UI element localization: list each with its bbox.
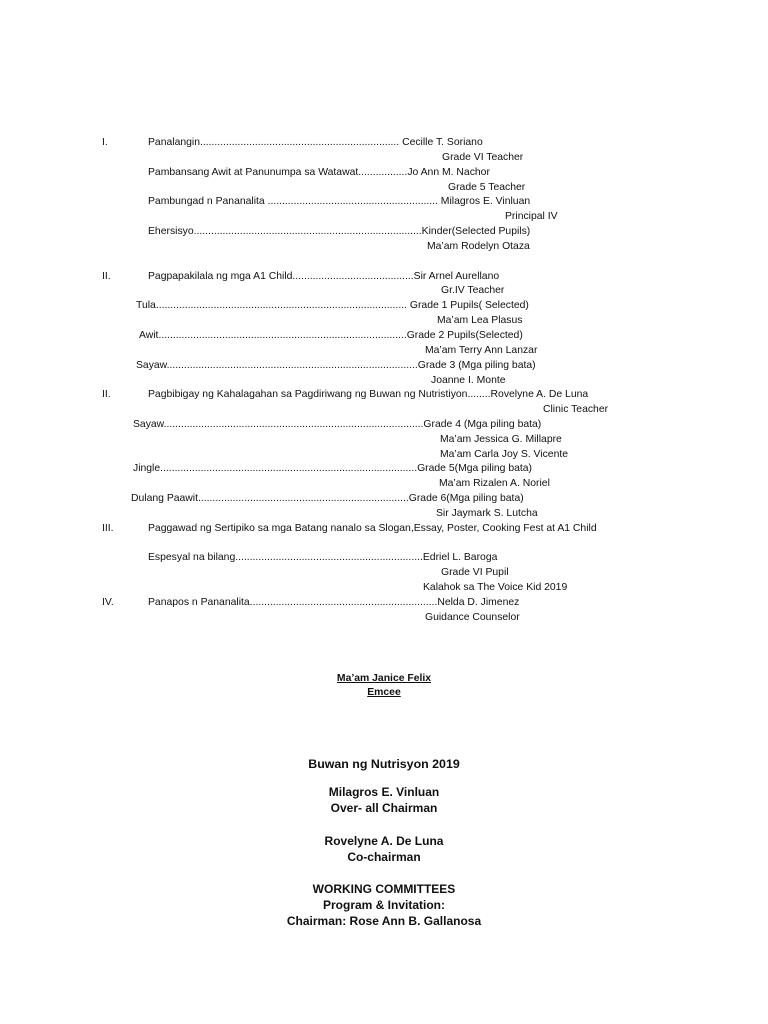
program-item: Pagbibigay ng Kahalagahan sa Pagdiriwang ng Buwan ng Nutristiyon........Rovelyne A. De Luna bbox=[148, 389, 589, 400]
emcee-role: Emcee bbox=[367, 687, 401, 698]
program-item: Espesyal na bilang.................................................................Edriel L. Baroga bbox=[148, 552, 498, 563]
program-item: Awit......................................................................................Grade 2 Pupils(Selected) bbox=[139, 330, 523, 341]
program-item: Sayaw.......................................................................................Grade 3 (Mga piling bata) bbox=[136, 360, 536, 371]
program-role: Grade VI Pupil bbox=[441, 567, 509, 578]
program-role: Grade VI Teacher bbox=[442, 152, 524, 163]
cochairman-role: Co-chairman bbox=[347, 850, 421, 864]
program-role: Guidance Counselor bbox=[425, 612, 520, 623]
program-role: Ma’am Rizalen A. Noriel bbox=[439, 478, 550, 489]
chairman-role: Over- all Chairman bbox=[330, 801, 438, 815]
program-role: Ma’am Lea Plasus bbox=[437, 315, 523, 326]
program-item: Panapos n Pananalita.................................................................Nelda D. Jimenez bbox=[148, 597, 520, 608]
program-item: Paggawad ng Sertipiko sa mga Batang nanalo sa Slogan,Essay, Poster, Cooking Fest at A1 Child bbox=[148, 523, 597, 534]
program-item: Sayaw..........................................................................................Grade 4 (Mga piling bata) bbox=[133, 419, 542, 430]
committee-name: Program & Invitation: bbox=[322, 898, 445, 912]
program-item: Jingle.........................................................................................Grade 5(Mga piling bata) bbox=[133, 463, 533, 474]
program-item: Dulang Paawit.........................................................................Grade 6(Mga piling bata) bbox=[131, 493, 524, 504]
cochairman-name: Rovelyne A. De Luna bbox=[324, 834, 444, 848]
program-role: Ma’am Rodelyn Otaza bbox=[427, 241, 530, 252]
program-item: Panalangin..................................................................... Cecille T. Soriano bbox=[148, 137, 483, 148]
program-item: Ehersisyo...............................................................................Kinder(Selected Pupils) bbox=[148, 226, 531, 237]
program-item: Pambungad n Pananalita ........................................................... Milagros E. Vinluan bbox=[148, 196, 531, 207]
emcee-name: Ma’am Janice Felix bbox=[336, 673, 432, 684]
roman-numeral: I. bbox=[102, 137, 108, 148]
program-item: Pagpapakilala ng mga A1 Child..........................................Sir Arnel Aurellano bbox=[148, 271, 500, 282]
program-role: Gr.IV Teacher bbox=[441, 285, 505, 296]
program-role: Ma’am Terry Ann Lanzar bbox=[425, 345, 538, 356]
program-role: Grade 5 Teacher bbox=[448, 182, 526, 193]
roman-numeral: II. bbox=[102, 389, 111, 400]
roman-numeral: IV. bbox=[102, 597, 114, 608]
roman-numeral: II. bbox=[102, 271, 111, 282]
roman-numeral: III. bbox=[102, 523, 114, 534]
program-role: Principal IV bbox=[505, 211, 558, 222]
program-role: Joanne I. Monte bbox=[431, 375, 506, 386]
program-item: Pambansang Awit at Panunumpa sa Watawat.................Jo Ann M. Nachor bbox=[148, 167, 490, 178]
chairman-name: Milagros E. Vinluan bbox=[328, 785, 440, 799]
program-role: Kalahok sa The Voice Kid 2019 bbox=[423, 582, 568, 593]
program-item: Tula....................................................................................... Grade 1 Pupils( Selected) bbox=[136, 300, 529, 311]
document-title: Buwan ng Nutrisyon 2019 bbox=[308, 757, 460, 771]
committee-chairman: Chairman: Rose Ann B. Gallanosa bbox=[286, 914, 482, 928]
program-role: Clinic Teacher bbox=[543, 404, 609, 415]
program-role: Sir Jaymark S. Lutcha bbox=[436, 508, 538, 519]
committees-heading: WORKING COMMITTEES bbox=[312, 882, 456, 896]
program-role: Ma’am Carla Joy S. Vicente bbox=[440, 449, 569, 460]
program-role: Ma’am Jessica G. Millapre bbox=[440, 434, 562, 445]
